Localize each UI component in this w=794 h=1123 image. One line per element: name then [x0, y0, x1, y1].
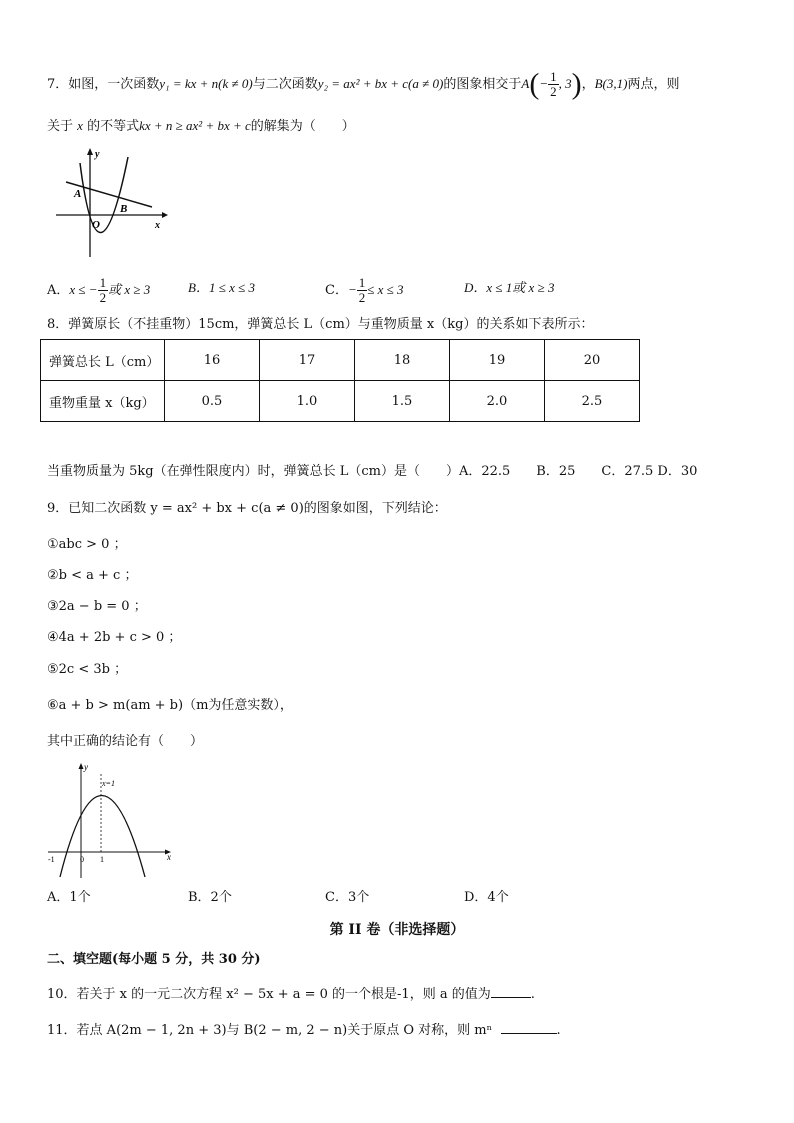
table-cell: 1.5: [355, 381, 450, 422]
q9-question: 其中正确的结论有（ ）: [47, 734, 204, 749]
q7-prefix: 7．如图，一次函数: [47, 77, 160, 92]
part2-section-heading: 二、填空题(每小题 5 分，共 30 分): [47, 952, 261, 967]
q9-option-d[interactable]: D．4个: [464, 890, 509, 905]
table-cell: 19: [450, 340, 545, 381]
q7-graph-b-label: B: [120, 203, 128, 215]
q7-graph-x-label: x: [155, 220, 160, 231]
q7-point-a-y: , 3: [558, 76, 572, 91]
q7-line2-var: x: [77, 118, 83, 133]
q7-linear-function: y₁ = kx + n(k ≠ 0): [159, 76, 253, 91]
q7-line1: 7．如图，一次函数y₁ = kx + n(k ≠ 0)与二次函数y₂ = ax² + bx + c(a ≠ 0)的图象相交于A(− $\frac{1}{2}$ , 3)，B(3,1)两点，则: [47, 67, 680, 101]
table-cell: 16: [165, 340, 260, 381]
q9-conclusion-5: ⑤2c < 3b ；: [47, 662, 128, 677]
table-row: [41, 381, 640, 422]
table-cell: 2.5: [545, 381, 640, 422]
q9-graph-x-label: x: [167, 852, 171, 862]
q7-parabola: [80, 157, 128, 233]
table-cell: 0.5: [165, 381, 260, 422]
q7-line2-mid: 的不等式: [87, 119, 140, 134]
table-cell: 18: [355, 340, 450, 381]
q7-point-b: B(3,1): [594, 76, 628, 91]
q7-option-a[interactable]: A．x ≤ − $\frac{1}{2}$ 或 x ≥ 3: [47, 275, 151, 305]
q7-inequality: kx + n ≥ ax² + bx + c: [139, 118, 251, 133]
q7-x-arrow: [162, 212, 168, 218]
q7-point-a-fraction: $\frac{1}{2}$: [550, 69, 557, 99]
q7-mid2: 的图象相交于: [443, 77, 522, 92]
q9-graph-zero-label: 0: [80, 855, 84, 864]
q9-option-a[interactable]: A．1个: [47, 890, 91, 905]
q9-parabola: [60, 796, 145, 878]
q9-graph-neg1-label: -1: [48, 855, 55, 864]
q10-answer-blank[interactable]: [491, 983, 531, 998]
q9-conclusion-3: ③2a − b = 0 ；: [47, 599, 147, 614]
q7-graph-a-label: A: [74, 188, 82, 200]
q9-conclusion-1: ①abc > 0 ；: [47, 537, 127, 552]
table-header-length: 弹簧总长 L（cm）: [41, 340, 165, 381]
part2-title: 第 II 卷（非选择题）: [329, 922, 465, 938]
q7-mid: 与二次函数: [252, 77, 318, 92]
q7-y-arrow: [87, 148, 93, 155]
table-cell: 20: [545, 340, 640, 381]
q9-graph-y-label: y: [84, 762, 88, 772]
table-cell: 1.0: [260, 381, 355, 422]
q7-quadratic-function: y₂ = ax² + bx + c(a ≠ 0): [317, 76, 444, 91]
q7-line2: [47, 116, 355, 137]
q9-conclusion-2: ②b < a + c ；: [47, 568, 138, 583]
q8-text: 8．弹簧原长（不挂重物）15cm，弹簧总长 L（cm）与重物质量 x（kg）的关系如下表所示：: [47, 317, 594, 332]
q7-graph-y-label: y: [95, 149, 100, 160]
q8-table: [40, 339, 640, 422]
table-cell: 17: [260, 340, 355, 381]
q9-graph-one-label: 1: [100, 855, 104, 864]
q7-point-a-letter: A: [521, 76, 530, 91]
q7-line2-prefix: 关于: [47, 119, 74, 134]
q9-conclusion-4: ④4a + 2b + c > 0 ；: [47, 630, 182, 645]
q10-text: 10．若关于 x 的一元二次方程 x² − 5x + a = 0 的一个根是-1，则 a 的值为: [47, 987, 491, 1002]
q11-answer-blank[interactable]: [501, 1019, 557, 1034]
q11-text: 11．若点 A(2m − 1, 2n + 3)与 B(2 − m, 2 − n)关于原点 O 对称，则 mⁿ: [47, 1023, 493, 1038]
q7-option-d[interactable]: D．x ≤ 1或 x ≥ 3: [464, 280, 555, 295]
q8-question: 当重物质量为 5kg（在弹性限度内）时，弹簧总长 L（cm）是（ ）A．22.5 B．25 C．27.5 D．30: [47, 464, 698, 479]
q7-graph-o-label: O: [92, 219, 100, 231]
q9-graph-symmetry-label: x=1: [102, 779, 115, 788]
q9-intro: 9．已知二次函数 y = ax² + bx + c(a ≠ 0)的图象如图，下列结论：: [47, 501, 447, 516]
q10-line: 10．若关于 x 的一元二次方程 x² − 5x + a = 0 的一个根是-1，则 a 的值为 .: [47, 983, 535, 1005]
q9-graph: [44, 760, 176, 880]
q7-line2-suffix: 的解集为（ ）: [250, 119, 355, 134]
q9-conclusion-6: ⑥a + b > m(am + b)（m为任意实数），: [47, 698, 293, 713]
q7-graph: [50, 145, 170, 263]
q11-line: 11．若点 A(2m − 1, 2n + 3)与 B(2 − m, 2 − n)关于原点 O 对称，则 mⁿ .: [47, 1019, 561, 1041]
q9-option-c[interactable]: C．3个: [325, 890, 370, 905]
q7-option-c[interactable]: C．− $\frac{1}{2}$ ≤ x ≤ 3: [325, 275, 404, 305]
q9-option-b[interactable]: B．2个: [188, 890, 232, 905]
table-cell: 2.0: [450, 381, 545, 422]
table-header-mass: 重物重量 x（kg）: [41, 381, 165, 422]
q7-suffix: 两点，则: [627, 77, 680, 92]
q7-option-b[interactable]: B．1 ≤ x ≤ 3: [188, 280, 255, 295]
q9-y-arrow: [79, 763, 84, 769]
table-row: [41, 340, 640, 381]
